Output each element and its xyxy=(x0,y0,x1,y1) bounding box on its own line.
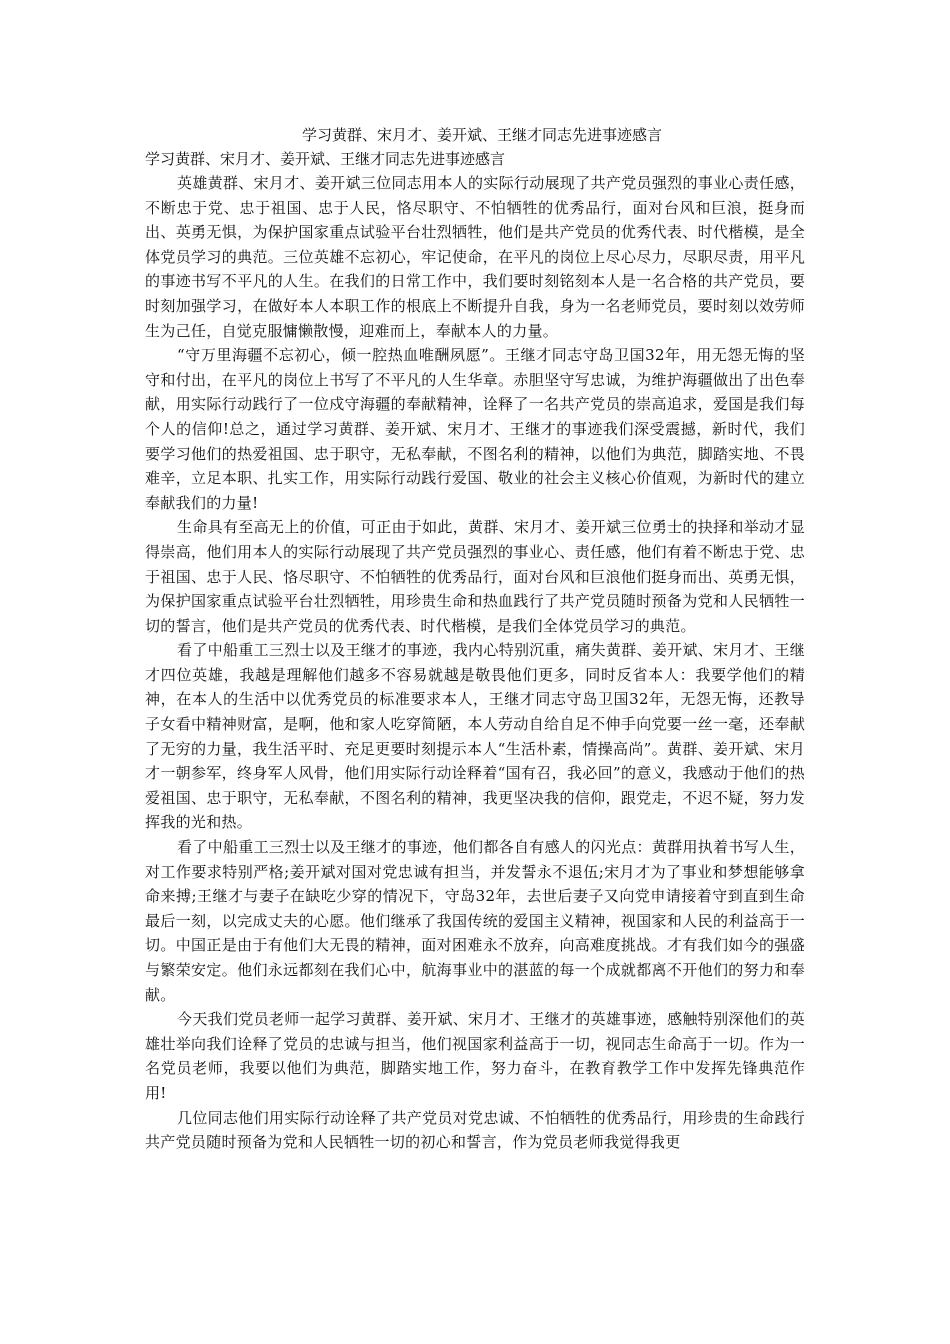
paragraph: 今天我们党员老师一起学习黄群、姜开斌、宋月才、王继才的英雄事迹，感触特别深他们的英雄壮举向我们诠释了党员的忠诚与担当，他们视国家利益高于一切，视同志生命高于一切。作为一名党员老师，我要以他们为典范，脚踏实地工作，努力奋斗，在教育教学工作中发挥先锋典范作用! xyxy=(145,1010,805,1102)
document-title: 学习黄群、宋月才、姜开斌、王继才同志先进事迹感言 xyxy=(301,126,662,144)
document-body xyxy=(145,123,805,1155)
paragraph: 生命具有至高无上的价值，可正由于如此，黄群、宋月才、姜开斌三位勇士的抉择和举动才显得崇高，他们用本人的实际行动展现了共产党员强烈的事业心、责任感，他们有着不断忠于党、忠于祖国、忠于人民、恪尽职守、不怕牺牲的优秀品行，面对台风和巨浪他们挺身而出、英勇无惧，为保护国家重点试验平台壮烈牺牲，用珍贵生命和热血践行了共产党员随时预备为党和人民牺牲一切的誓言，他们是共产党员的优秀代表、时代楷模，是我们全体党员学习的典范。 xyxy=(145,518,805,635)
paragraph: 看了中船重工三烈士以及王继才的事迹，我内心特别沉重，痛失黄群、姜开斌、宋月才、王继才四位英雄，我越是理解他们越多不容易就越是敬畏他们更多，同时反省本人：我要学他们的精神，在本人的生活中以优秀党员的标准要求本人，王继才同志守岛卫国32年，无怨无悔，还教导子女看中精神财富，是啊，他和家人吃穿简陋，本人劳动自给自足不伸手向党要一丝一毫，还奉献了无穷的力量，我生活平时、充足更要时刻提示本人“生活朴素，情操高尚”。黄群、姜开斌、宋月才一朝参军，终身军人风骨，他们用实际行动诠释着“国有召，我必回”的意义，我感动于他们的热爱祖国、忠于职守，无私奉献，不图名利的精神，我更坚决我的信仰，跟党走，不迟不疑，努力发挥我的光和热。 xyxy=(145,641,805,832)
paragraph: 几位同志他们用实际行动诠释了共产党员对党忠诚、不怕牺牲的优秀品行，用珍贵的生命践行共产党员随时预备为党和人民牺牲一切的初心和誓言，作为党员老师我觉得我更 xyxy=(145,1108,805,1152)
document-subtitle: 学习黄群、宋月才、姜开斌、王继才同志先进事迹感言 xyxy=(145,150,506,168)
paragraph: “守万里海疆不忘初心，倾一腔热血唯酬夙愿”。王继才同志守岛卫国32年，用无怨无悔的坚守和付出，在平凡的岗位上书写了不平凡的人生华章。赤胆坚守写忠诚，为维护海疆做出了出色奉献，用实际行动践行了一位戍守海疆的奉献精神，诠释了一名共产党员的崇高追求，爱国是我们每个人的信仰!总之，通过学习黄群、姜开斌、宋月才、王继才的事迹我们深受震撼，新时代，我们要学习他们的热爱祖国、忠于职守，无私奉献，不图名利的精神，以他们为典范，脚踏实地、不畏难辛，立足本职、扎实工作，用实际行动践行爱国、敬业的社会主义核心价值观，为新时代的建立奉献我们的力量! xyxy=(145,346,805,512)
paragraph: 英雄黄群、宋月才、姜开斌三位同志用本人的实际行动展现了共产党员强烈的事业心责任感，不断忠于党、忠于祖国、忠于人民，恪尽职守、不怕牺牲的优秀品行，面对台风和巨浪，挺身而出、英勇无惧，为保护国家重点试验平台壮烈牺牲，他们是共产党员的优秀代表、时代楷模，是全体党员学习的典范。三位英雄不忘初心，牢记使命，在平凡的岗位上尽心尽力，尽职尽责，用平凡的事迹书写不平凡的人生。在我们的日常工作中，我们要时刻铭刻本人是一名合格的共产党员，要时刻加强学习，在做好本人本职工作的根底上不断提升自我，身为一名老师党员，要时刻以效劳师生为己任，自觉克服慵懒散慢，迎难而上，奉献本人的力量。 xyxy=(145,174,805,340)
paragraph: 看了中船重工三烈士以及王继才的事迹，他们都各自有感人的闪光点：黄群用执着书写人生，对工作要求特别严格;姜开斌对国对党忠诚有担当，并发誓永不退伍;宋月才为了事业和梦想能够拿命来搏;王继才与妻子在缺吃少穿的情况下，守岛32年，去世后妻子又向党申请接着守到直到生命最后一刻，以完成丈夫的心愿。他们继承了我国传统的爱国主义精神，视国家和人民的利益高于一切。中国正是由于有他们大无畏的精神，面对困难永不放弃，向高难度挑战。才有我们如今的强盛与繁荣安定。他们永远都刻在我们心中，航海事业中的湛蓝的每一个成就都离不开他们的努力和奉献。 xyxy=(145,838,805,1004)
